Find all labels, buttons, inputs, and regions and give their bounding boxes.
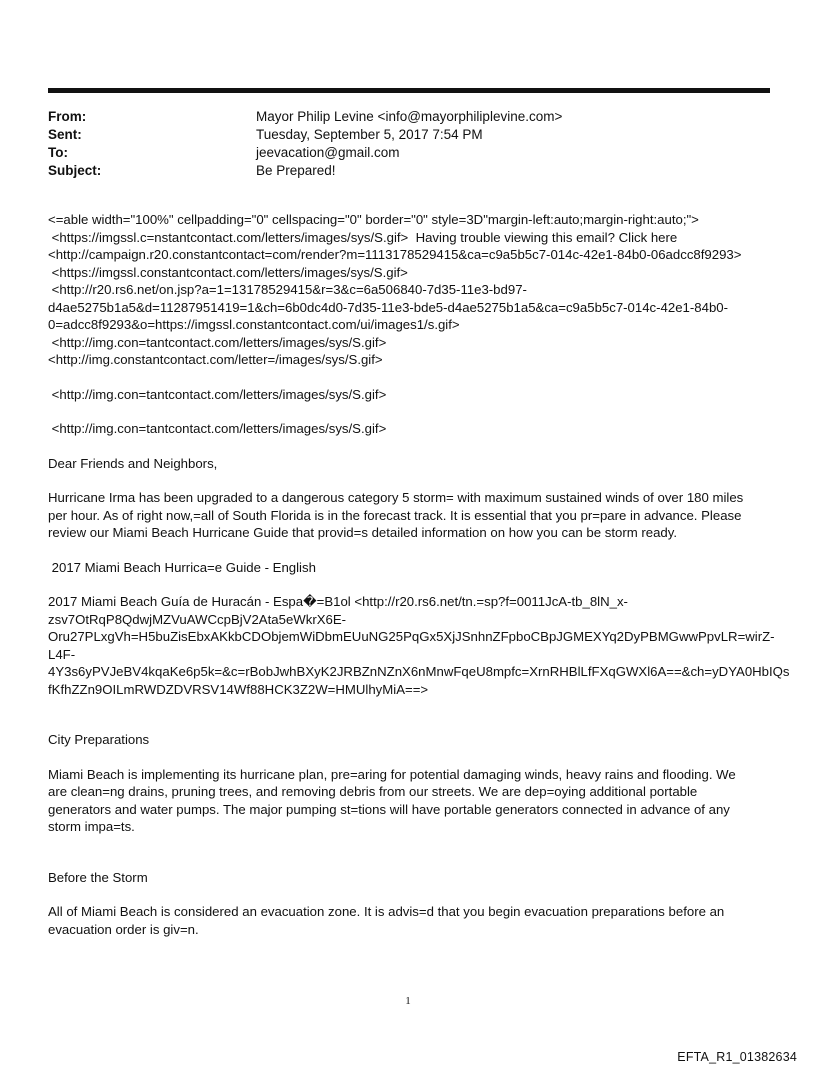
raw-line: d4ae5275b1a5&d=11287951419=1&ch=6b0dc4d0-7d35-11e3-bde5-d4ae5275b1a5&ca=c9a5b5c7-014c-42e1-84b0- [48,299,728,315]
city-line: storm impa=ts. [48,819,135,834]
city-line: Miami Beach is implementing its hurricane plan, pre=aring for potential damaging winds, heavy rains and flooding. We [48,766,736,782]
from-row [48,108,770,126]
to-row [48,144,770,162]
email-body [48,211,790,938]
before-line: All of Miami Beach is considered an evacuation zone. It is advis=d that you begin evacuation preparations before an [48,904,725,919]
raw-line: <https://imgssl.c=nstantcontact.com/letters/images/sys/S.gif> Having trouble viewing this email? Click here [48,229,678,245]
from-label: From: [48,109,87,124]
guide-spanish-line: 4Y3s6yPVJeBV4kqaKe6p5k=&c=rBobJwhBXyK2JRBZnNZnX6nMnwFqeU8mpfc=XrnRHBlLfFXqGWXl6A==&ch=yDYA0HbIQs [48,664,790,679]
guide-spanish-line: L4F- [48,646,76,662]
intro-paragraph [48,489,770,542]
guide-spanish-block [48,593,790,698]
to-value: jeevacation@gmail.com [256,145,400,160]
sent-label: Sent: [48,127,82,142]
raw-line: <https://imgssl.constantcontact.com/letters/images/sys/S.gif> [48,264,408,280]
subject-label: Subject: [48,163,102,178]
intro-line: Hurricane Irma has been upgraded to a dangerous category 5 storm= with maximum sustained winds of over 180 miles [48,490,744,505]
subject-value: Be Prepared! [256,163,336,178]
city-line: are clean=ng drains, pruning trees, and removing debris from our streets. We are dep=oying additional portable [48,784,698,799]
document-id: EFTA_R1_01382634 [677,1050,797,1064]
image-link-line: <http://img.con=tantcontact.com/letters/images/sys/S.gif> [48,421,387,436]
section-title-city: City Preparations [48,732,150,747]
sent-value: Tuesday, September 5, 2017 7:54 PM [256,127,483,142]
guide-spanish-line: fKfhZZn9OILmRWDZDVRSV14Wf88HCK3Z2W=HMUlhyMiA==> [48,681,429,697]
before-paragraph [48,903,770,938]
before-line: evacuation order is giv=n. [48,921,199,937]
raw-line: <http://img.con=tantcontact.com/letters/images/sys/S.gif> [48,334,387,350]
intro-line: review our Miami Beach Hurricane Guide that provid=s detailed information on how you can be storm ready. [48,525,678,540]
subject-row [48,162,770,180]
page-number: 1 [405,995,411,1007]
raw-html-block [48,211,770,369]
greeting: Dear Friends and Neighbors, [48,455,218,471]
city-line: generators and water pumps. The major pumping st=tions will have portable generators connected in advance of any [48,801,730,817]
raw-line: <http://img.constantcontact.com/letter=/images/sys/S.gif> [48,352,383,367]
image-link-line: <http://img.con=tantcontact.com/letters/images/sys/S.gif> [48,386,387,402]
to-label: To: [48,145,68,160]
guide-english-line: 2017 Miami Beach Hurrica=e Guide - English [48,559,316,575]
guide-spanish-line: zsv7OtRqP8QdwjMZVuAWCcpBjV2Ata5eWkrX6E- [48,611,347,627]
guide-spanish-line: Oru27PLxgVh=H5buZisEbxAKkbCDObjemWiDbmEUuNG25PqGx5XjJSnhnZFpboCBpJGMEXYq2DyPBMGwwPpvLR=wirZ- [48,629,775,644]
from-value: Mayor Philip Levine <info@mayorphiliplevine.com> [256,109,563,124]
header-rule [48,88,770,93]
city-paragraph [48,766,770,836]
raw-line: <=able width="100%" cellpadding="0" cellspacing="0" border="0" style=3D"margin-left:auto;margin-right:auto;"> [48,212,699,227]
email-header [48,108,770,180]
raw-line: <http://campaign.r20.constantcontact=com/render?m=1113178529415&ca=c9a5b5c7-014c-42e1-84b0-06adcc8f9293> [48,247,742,262]
raw-line: <http://r20.rs6.net/on.jsp?a=1=13178529415&r=3&c=6a506840-7d35-11e3-bd97- [48,282,527,297]
guide-spanish-line: 2017 Miami Beach Guía de Huracán - Espa�=B1ol <http://r20.rs6.net/tn.=sp?f=0011JcA-tb_8lN_x- [48,594,628,609]
intro-line: per hour. As of right now,=all of South Florida is in the forecast track. It is essential that you pr=pare in advance. Please [48,507,742,523]
section-title-before: Before the Storm [48,869,148,885]
raw-line: 0=adcc8f9293&o=https://imgssl.constantcontact.com/ui/images1/s.gif> [48,317,460,332]
sent-row [48,126,770,144]
